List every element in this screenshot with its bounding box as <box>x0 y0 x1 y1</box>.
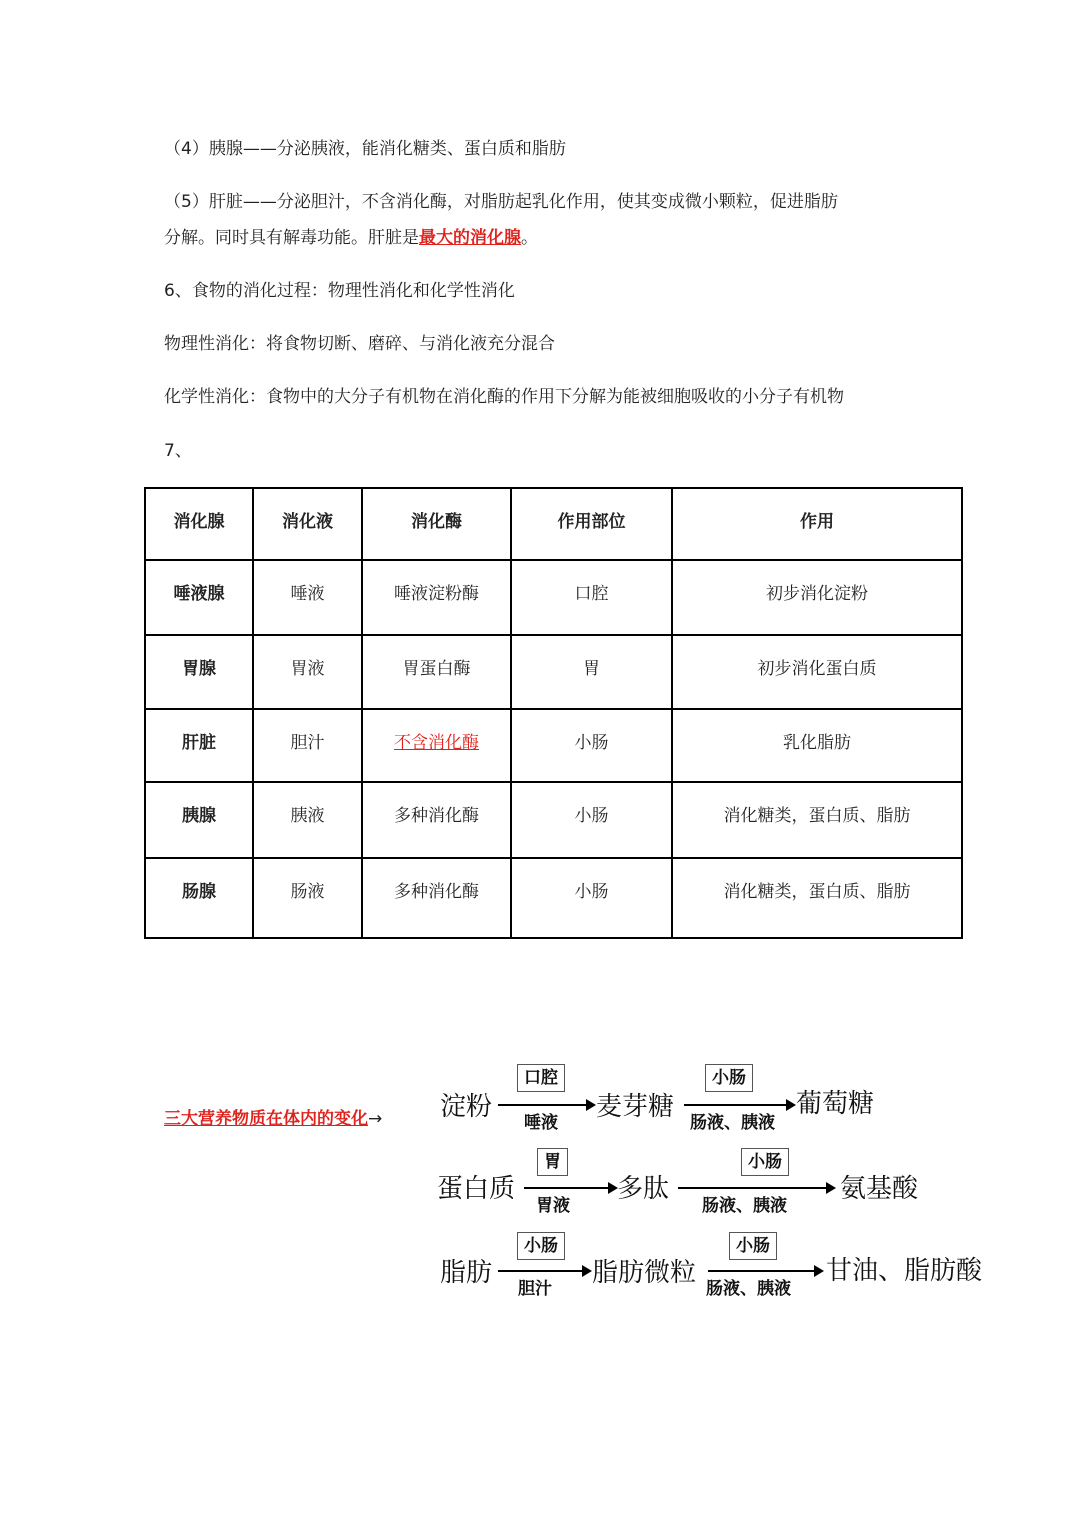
arrow-icon <box>524 1187 616 1189</box>
paragraph-chemical-digestion: 化学性消化：食物中的大分子有机物在消化酶的作用下分解为能被细胞吸收的小分子有机物 <box>164 387 844 407</box>
arrow-icon <box>684 1104 794 1106</box>
paragraph-physical-digestion: 物理性消化：将食物切断、磨碎、与消化液充分混合 <box>164 334 555 354</box>
protein-node: 蛋白质 <box>437 1174 516 1204</box>
starch-node: 淀粉 <box>440 1092 493 1122</box>
header-function: 作用 <box>672 488 962 560</box>
table-cell: 唾液淀粉酶 <box>362 560 511 635</box>
diagram-caption <box>164 1109 382 1129</box>
liver-text-pre: 分解。同时具有解毒功能。肝脏是 <box>164 228 419 248</box>
fat-droplet-site-box: 小肠 <box>729 1232 777 1260</box>
table-cell: 小肠 <box>511 709 672 782</box>
fat-condition: 胆汁 <box>518 1279 552 1299</box>
liver-text-post: 。 <box>521 228 538 248</box>
table-cell: 消化糖类，蛋白质、脂肪 <box>672 858 962 938</box>
arrow-icon <box>498 1270 590 1272</box>
starch-site-box: 口腔 <box>517 1064 565 1092</box>
maltose-site-box: 小肠 <box>705 1064 753 1092</box>
table-cell: 肠液 <box>253 858 362 938</box>
fat-droplet-node: 脂肪微粒 <box>592 1258 697 1288</box>
table-cell: 胰腺 <box>145 782 253 858</box>
table-header-row <box>145 488 962 560</box>
table-row <box>145 709 962 782</box>
table-cell: 小肠 <box>511 782 672 858</box>
table-cell: 胃 <box>511 635 672 709</box>
peptide-node: 多肽 <box>617 1174 670 1204</box>
glycerol-fatty-acid-node: 甘油、脂肪酸 <box>826 1256 983 1286</box>
arrow-icon <box>678 1187 834 1189</box>
diagram-caption-text: 三大营养物质在体内的变化 <box>164 1109 368 1129</box>
table-cell: 胰液 <box>253 782 362 858</box>
table-cell: 乳化脂肪 <box>672 709 962 782</box>
table-cell: 胃液 <box>253 635 362 709</box>
fat-droplet-condition: 肠液、胰液 <box>706 1279 791 1299</box>
paragraph-item-7: 7、 <box>164 441 192 461</box>
protein-site-box: 胃 <box>537 1148 568 1176</box>
maltose-condition: 肠液、胰液 <box>690 1113 775 1133</box>
table-cell: 胆汁 <box>253 709 362 782</box>
arrow-icon <box>498 1104 594 1106</box>
fat-node: 脂肪 <box>440 1258 493 1288</box>
table-cell: 多种消化酶 <box>362 858 511 938</box>
header-enzyme: 消化酶 <box>362 488 511 560</box>
peptide-site-box: 小肠 <box>741 1148 789 1176</box>
paragraph-liver-line2 <box>164 228 538 248</box>
caption-arrow-icon: → <box>368 1109 383 1129</box>
table-cell: 唾液腺 <box>145 560 253 635</box>
table-cell: 口腔 <box>511 560 672 635</box>
table-cell-no-enzyme: 不含消化酶 <box>362 709 511 782</box>
paragraph-liver-line1: （5）肝脏——分泌胆汁，不含消化酶，对脂肪起乳化作用，使其变成微小颗粒，促进脂肪 <box>164 192 838 212</box>
table-cell: 初步消化淀粉 <box>672 560 962 635</box>
table-cell: 肝脏 <box>145 709 253 782</box>
paragraph-digestion-process: 6、食物的消化过程：物理性消化和化学性消化 <box>164 281 515 301</box>
header-gland: 消化腺 <box>145 488 253 560</box>
table-cell: 消化糖类，蛋白质、脂肪 <box>672 782 962 858</box>
table-row <box>145 560 962 635</box>
paragraph-pancreas: （4）胰腺——分泌胰液，能消化糖类、蛋白质和脂肪 <box>164 139 566 159</box>
table-cell: 初步消化蛋白质 <box>672 635 962 709</box>
largest-gland-highlight: 最大的消化腺 <box>419 228 521 248</box>
table-cell: 唾液 <box>253 560 362 635</box>
peptide-condition: 肠液、胰液 <box>702 1196 787 1216</box>
header-site: 作用部位 <box>511 488 672 560</box>
table-cell: 胃腺 <box>145 635 253 709</box>
table-row <box>145 858 962 938</box>
arrow-icon <box>708 1270 822 1272</box>
digestive-glands-table <box>144 487 963 939</box>
table-row <box>145 635 962 709</box>
table-cell: 肠腺 <box>145 858 253 938</box>
table-cell: 多种消化酶 <box>362 782 511 858</box>
maltose-node: 麦芽糖 <box>596 1092 675 1122</box>
header-juice: 消化液 <box>253 488 362 560</box>
glucose-node: 葡萄糖 <box>796 1089 875 1119</box>
starch-condition: 唾液 <box>524 1113 558 1133</box>
amino-acid-node: 氨基酸 <box>840 1174 919 1204</box>
table-row <box>145 782 962 858</box>
table-cell: 小肠 <box>511 858 672 938</box>
table-cell: 胃蛋白酶 <box>362 635 511 709</box>
protein-condition: 胃液 <box>536 1196 570 1216</box>
fat-site-box: 小肠 <box>517 1232 565 1260</box>
